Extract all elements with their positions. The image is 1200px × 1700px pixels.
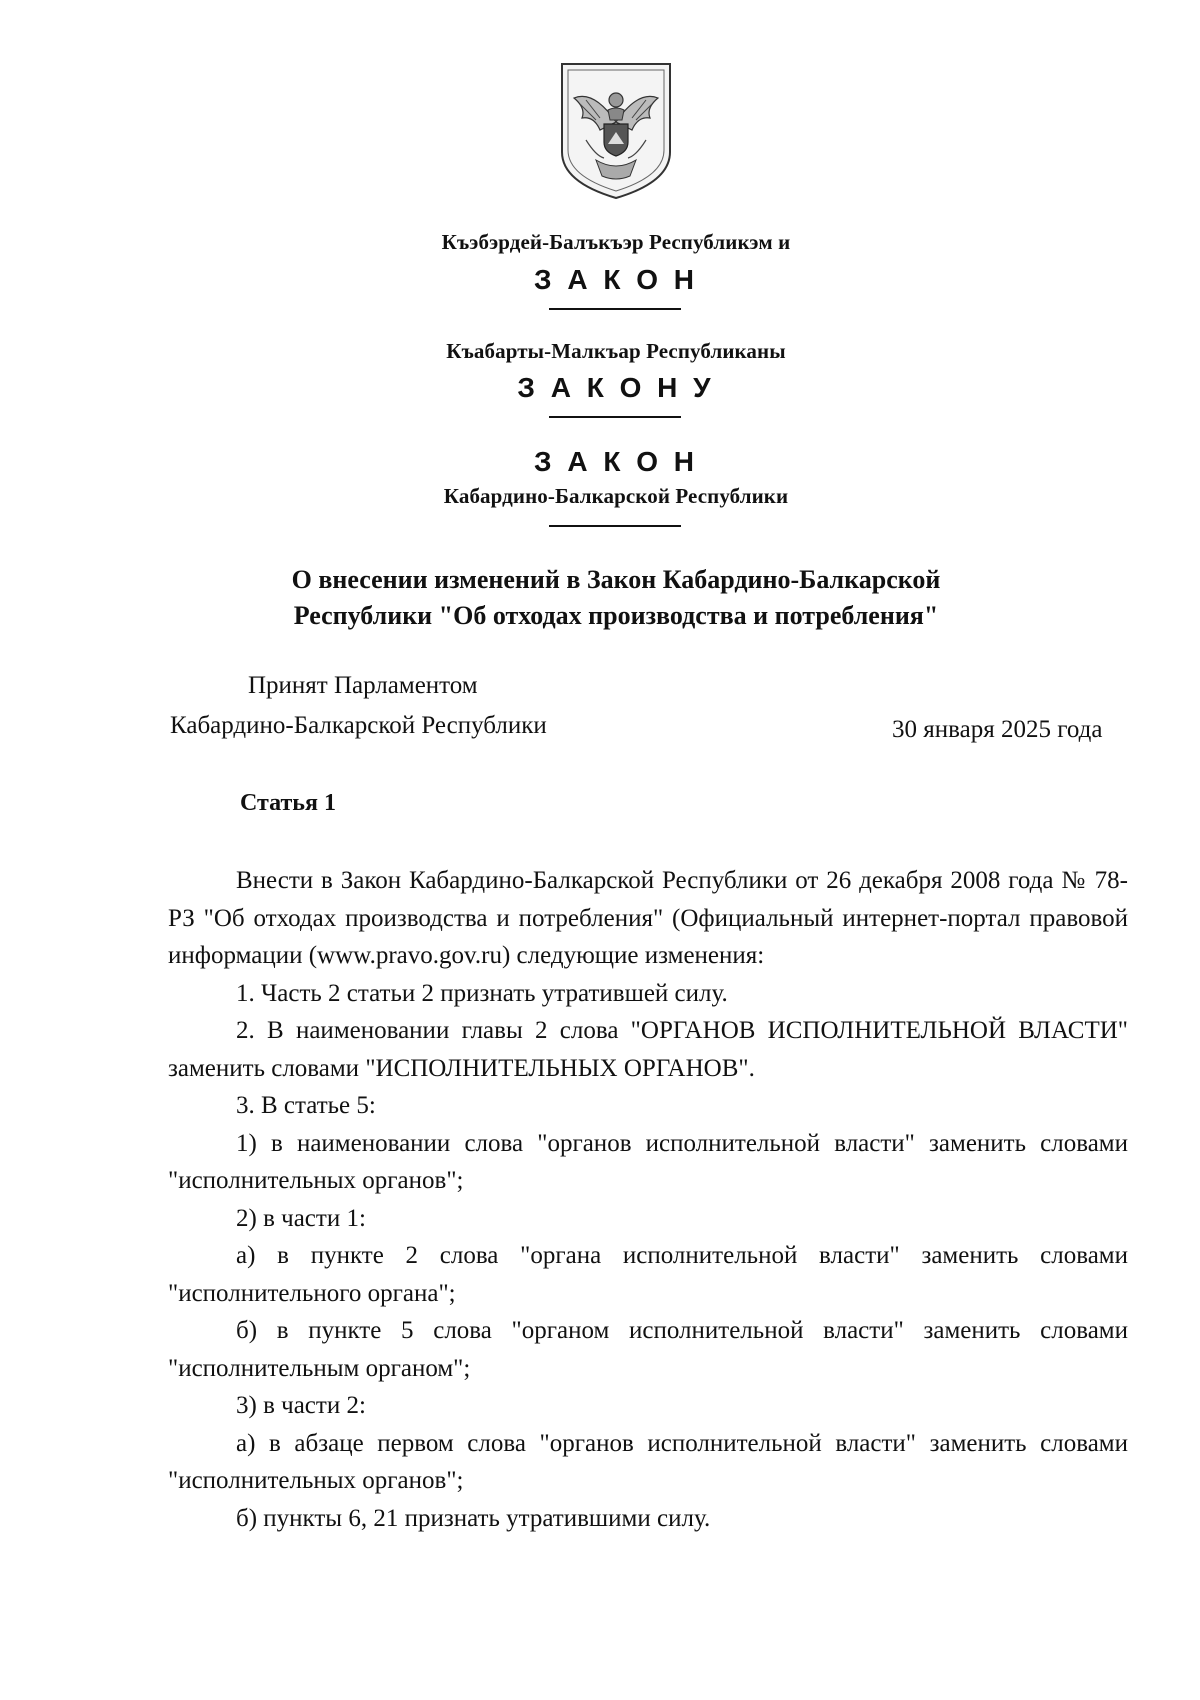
law-title: [0, 562, 1200, 634]
divider-rule: [549, 308, 681, 310]
russian-law-heading: З А К О Н: [534, 446, 698, 477]
article-paragraph: 1. Часть 2 статьи 2 признать утратившей силу.: [236, 979, 728, 1007]
article-paragraph: Внести в Закон Кабардино-Балкарской Республики от 26 декабря 2008 года № 78-РЗ "Об отходах производства и потребления" (Официальный интернет-портал правовой информации (www.pravo.gov.ru) следующие изменения:: [168, 867, 1128, 969]
article-paragraph: 2) в части 1:: [236, 1204, 366, 1232]
article-paragraph: б) в пункте 5 слова "органом исполнительной власти" заменить словами "исполнительным органом";: [168, 1317, 1128, 1382]
adoption-line: Кабардино-Балкарской Республики: [170, 712, 547, 739]
article-paragraph: б) пункты 6, 21 признать утратившими силу.: [236, 1504, 711, 1532]
article-paragraph: 3) в части 2:: [236, 1392, 366, 1419]
law-title-line: О внесении изменений в Закон Кабардино-Балкарской: [291, 565, 941, 594]
article-body: [168, 862, 1128, 1537]
law-title-line: Республики "Об отходах производства и потребления": [293, 601, 939, 630]
balkar-republic-label: Къабарты-Малкъар Республиканы: [446, 339, 786, 363]
divider-rule: [549, 525, 681, 527]
russian-republic-label: Кабардино-Балкарской Республики: [443, 484, 789, 508]
divider-rule: [549, 416, 681, 418]
balkar-law-heading: З А К О Н У: [517, 372, 715, 403]
article-paragraph: 2. В наименовании главы 2 слова "ОРГАНОВ ИСПОЛНИТЕЛЬНОЙ ВЛАСТИ" заменить словами "ИСПОЛНИТЕЛЬНЫХ ОРГАНОВ".: [168, 1017, 1128, 1082]
kabardian-law-heading: З А К О Н: [534, 264, 698, 295]
adoption-date: 30 января 2025 года: [892, 716, 1103, 743]
article-paragraph: 3. В статье 5:: [236, 1092, 376, 1119]
article-paragraph: а) в пункте 2 слова "органа исполнительной власти" заменить словами "исполнительного органа";: [168, 1242, 1128, 1307]
article-paragraph: а) в абзаце первом слова "органов исполнительной власти" заменить словами "исполнительных органов";: [168, 1429, 1128, 1494]
adoption-line: Принят Парламентом: [248, 672, 478, 699]
article-heading: Статья 1: [240, 790, 336, 816]
coat-of-arms-emblem: [556, 60, 676, 200]
kabardian-republic-label: Къэбэрдей-Балъкъэр Республикэм и: [441, 230, 791, 254]
article-paragraph: 1) в наименовании слова "органов исполнительной власти" заменить словами "исполнительных органов";: [168, 1129, 1128, 1194]
